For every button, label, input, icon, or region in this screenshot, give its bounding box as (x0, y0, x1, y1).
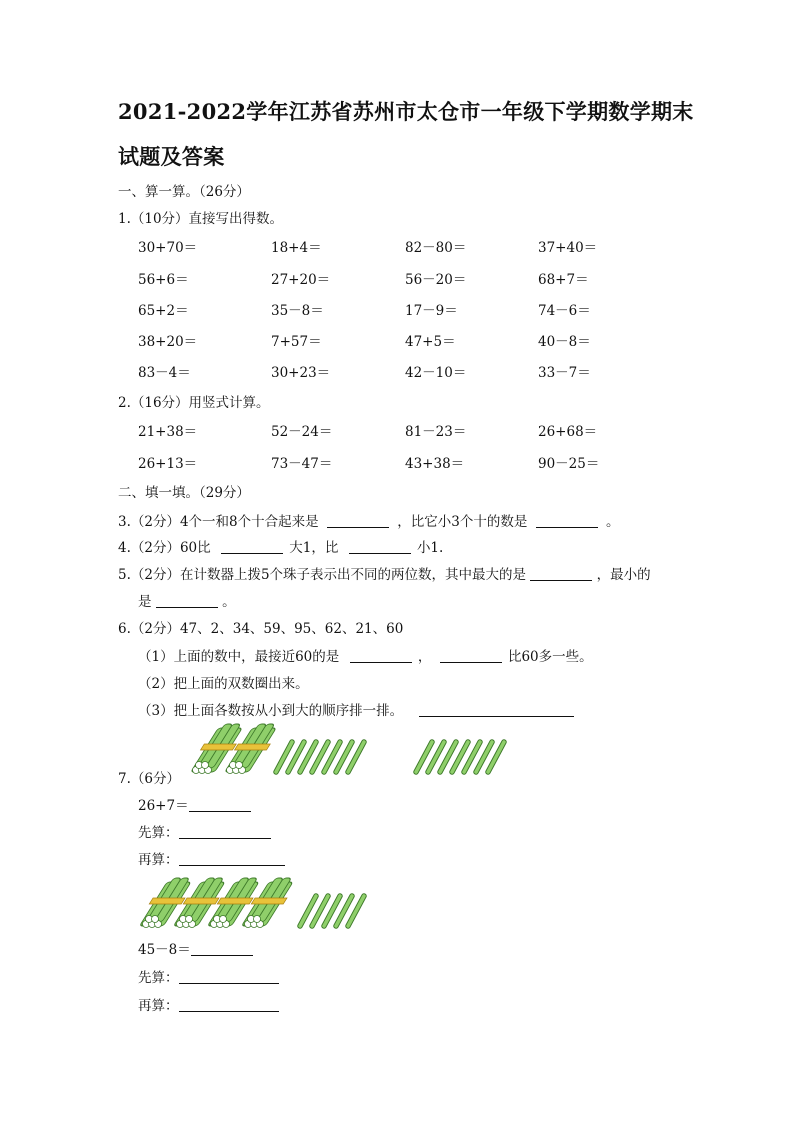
q7-a-answer-blank[interactable] (189, 797, 251, 812)
q7-a-then-blank[interactable] (179, 851, 285, 866)
section-1-heading: 一、算一算。（26分） (118, 184, 250, 200)
question-5 (118, 563, 651, 583)
q6-1-text-b: ， (417, 649, 432, 665)
q7-b-then-label: 再算： (138, 998, 179, 1014)
q7-b-first-label: 先算： (138, 970, 179, 986)
vertical-item: 21+38＝ (138, 424, 198, 440)
question-7: 7.（6分） (118, 771, 180, 787)
q6-1-blank-1[interactable] (350, 648, 412, 663)
oral-item: 30+23＝ (271, 365, 331, 381)
question-5-cont (138, 590, 236, 610)
vertical-item: 73－47＝ (271, 456, 333, 472)
question-6-1 (138, 645, 593, 665)
q6-1-text-a: （1）上面的数中，最接近60的是 (138, 649, 340, 665)
question-2: 2.（16分）用竖式计算。 (118, 395, 270, 411)
q7-b-answer-blank[interactable] (191, 941, 253, 956)
oral-item: 7+57＝ (271, 334, 322, 350)
oral-item: 33－7＝ (538, 365, 591, 381)
q5-text-a: 5.（2分）在计数器上拨5个珠子表示出不同的两位数，其中最大的是 (118, 567, 527, 583)
title-line-1: 2021-2022学年江苏省苏州市太仓市一年级下学期数学期末 (118, 99, 694, 124)
q3-blank-2[interactable] (536, 513, 598, 528)
q4-blank-2[interactable] (349, 539, 411, 554)
oral-item: 30+70＝ (138, 240, 198, 256)
oral-item: 42－10＝ (405, 365, 467, 381)
q7-a-first-step (138, 821, 271, 841)
q7-b-expr-text: 45－8＝ (138, 942, 191, 958)
q7-b-then-step (138, 994, 279, 1014)
q7-a-first-label: 先算： (138, 825, 179, 841)
oral-item: 56+6＝ (138, 272, 189, 288)
oral-item: 18+4＝ (271, 240, 322, 256)
oral-item: 82－80＝ (405, 240, 467, 256)
q5-text-d: 。 (222, 594, 236, 610)
oral-item: 83－4＝ (138, 365, 191, 381)
q5-text-b: ，最小的 (596, 567, 651, 583)
oral-item: 27+20＝ (271, 272, 331, 288)
q3-text-c: 。 (605, 514, 620, 530)
vertical-item: 52－24＝ (271, 424, 333, 440)
oral-item: 56－20＝ (405, 272, 467, 288)
oral-item: 47+5＝ (405, 334, 456, 350)
question-1: 1.（10分）直接写出得数。 (118, 211, 284, 227)
q7-b-then-blank[interactable] (179, 997, 279, 1012)
q4-text-b: 大1，比 (289, 540, 339, 556)
vertical-item: 81－23＝ (405, 424, 467, 440)
question-4 (118, 536, 443, 556)
oral-item: 65+2＝ (138, 303, 189, 319)
vertical-item: 26+68＝ (538, 424, 598, 440)
title-line-2: 试题及答案 (118, 144, 225, 169)
q3-text-b: ，比它小3个十的数是 (397, 514, 528, 530)
q6-1-text-c: 比60多一些。 (507, 649, 593, 665)
q4-text-c: 小1. (416, 540, 444, 556)
q4-text-a: 4.（2分）60比 (118, 540, 211, 556)
oral-item: 40－8＝ (538, 334, 591, 350)
q5-text-c: 是 (138, 594, 152, 610)
q7-a-expr-text: 26+7＝ (138, 798, 189, 814)
oral-item: 37+40＝ (538, 240, 598, 256)
stick-bundles-picture-1 (184, 718, 544, 778)
stick-bundles-picture-2 (136, 870, 386, 932)
question-6-3 (138, 699, 574, 719)
q5-blank-2[interactable] (156, 593, 218, 608)
question-3 (118, 510, 619, 530)
q7-a-then-label: 再算： (138, 852, 179, 868)
q3-text-a: 3.（2分）4个一和8个十合起来是 (118, 514, 319, 530)
oral-item: 68+7＝ (538, 272, 589, 288)
q4-blank-1[interactable] (221, 539, 283, 554)
q6-3-blank[interactable] (419, 702, 574, 717)
vertical-item: 43+38＝ (405, 456, 465, 472)
q7-a-first-blank[interactable] (179, 824, 271, 839)
section-2-heading: 二、填一填。（29分） (118, 485, 250, 501)
oral-item: 74－6＝ (538, 303, 591, 319)
q7-a-then-step (138, 848, 285, 868)
vertical-item: 26+13＝ (138, 456, 198, 472)
oral-item: 17－9＝ (405, 303, 458, 319)
oral-item: 38+20＝ (138, 334, 198, 350)
q7-b-expression (138, 938, 253, 958)
question-6-2: （2）把上面的双数圈出来。 (138, 676, 309, 692)
question-6: 6.（2分）47、2、34、59、95、62、21、60 (118, 621, 404, 637)
q7-b-first-blank[interactable] (179, 969, 279, 984)
q5-blank-1[interactable] (530, 566, 592, 581)
q6-3-text: （3）把上面各数按从小到大的顺序排一排。 (138, 703, 404, 719)
q7-b-first-step (138, 966, 279, 986)
q3-blank-1[interactable] (327, 513, 389, 528)
q6-1-blank-2[interactable] (440, 648, 502, 663)
oral-item: 35－8＝ (271, 303, 324, 319)
q7-a-expression (138, 794, 251, 814)
vertical-item: 90－25＝ (538, 456, 600, 472)
